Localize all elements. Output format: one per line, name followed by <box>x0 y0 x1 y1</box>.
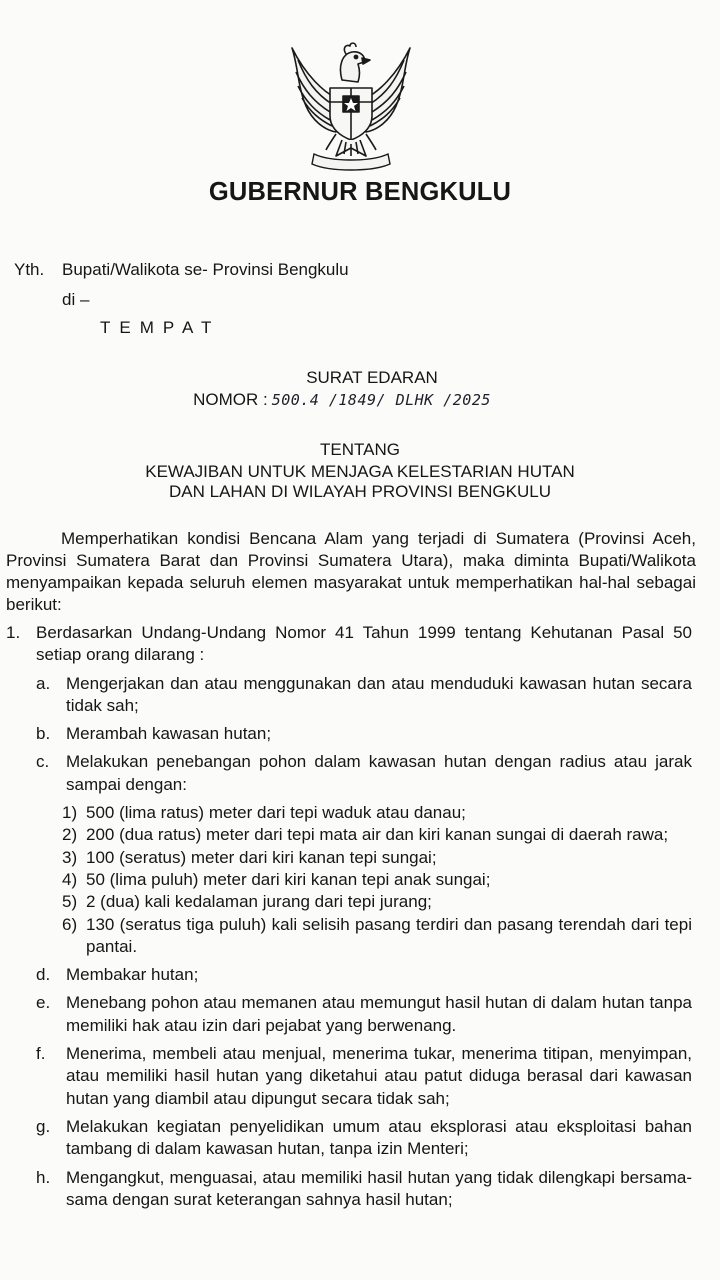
point-marker: 1. <box>6 623 21 642</box>
sub-item-text: 50 (lima puluh) meter dari kiri kanan tepi anak sungai; <box>86 869 491 889</box>
sub-item-marker: 6) <box>62 914 78 934</box>
list-item-a <box>6 673 692 718</box>
recipient-name: Bupati/Walikota se- Provinsi Bengkulu <box>62 260 349 279</box>
item-text: Mengangkut, menguasai, atau memiliki hasil hutan yang tidak dilengkapi bersama-sama dengan surat keterangan sahnya hasil hutan; <box>66 1167 692 1209</box>
sub-item-3 <box>6 847 692 869</box>
sub-item-marker: 3) <box>62 847 78 867</box>
regulation-list <box>6 622 692 1211</box>
document-title: GUBERNUR BENGKULU <box>208 178 512 206</box>
item-marker: g. <box>36 1116 51 1136</box>
letter-type: SURAT EDARAN <box>306 368 438 387</box>
item-text: Menebang pohon atau memanen atau memungut hasil hutan di dalam hutan tanpa memiliki hak atau izin dari pejabat yang berwenang. <box>66 993 692 1035</box>
tentang-heading: TENTANG <box>320 440 400 459</box>
item-text: Membakar hutan; <box>66 965 199 985</box>
item-text: Merambah kawasan hutan; <box>66 724 272 744</box>
item-marker: f. <box>36 1044 46 1064</box>
garuda-emblem-icon <box>276 36 426 174</box>
sub-item-1 <box>6 802 692 824</box>
recipient-line <box>14 260 349 280</box>
sub-item-marker: 2) <box>62 825 78 845</box>
item-text: Mengerjakan dan atau menggunakan dan atau menduduki kawasan hutan secara tidak sah; <box>66 673 692 715</box>
item-marker: h. <box>36 1167 51 1187</box>
intro-paragraph <box>6 528 696 616</box>
item-text: Menerima, membeli atau menjual, menerima tukar, menerima titipan, menyimpan, atau memiliki hasil hutan yang diketahui atau patut diduga berasal dari kawasan hutan yang diambil atau dipungut secara tidak sah; <box>66 1044 692 1108</box>
item-marker: a. <box>36 673 51 693</box>
point-1 <box>6 622 692 667</box>
list-item-b <box>6 723 692 745</box>
subject-line-2: DAN LAHAN DI WILAYAH PROVINSI BENGKULU <box>169 482 551 501</box>
recipient-label: Yth. <box>14 260 45 279</box>
sub-item-text: 100 (seratus) meter dari kiri kanan tepi sungai; <box>86 847 437 867</box>
item-marker: b. <box>36 724 51 744</box>
item-text: Melakukan kegiatan penyelidikan umum atau eksplorasi atau eksploitasi bahan tambang di dalam kawasan hutan, tanpa izin Menteri; <box>66 1116 692 1159</box>
sub-item-2 <box>6 824 692 846</box>
di-line: di – <box>62 290 90 309</box>
sub-item-marker: 4) <box>62 869 78 889</box>
intro-text: Memperhatikan kondisi Bencana Alam yang terjadi di Sumatera (Provinsi Aceh, Provinsi Sumatera Barat dan Provinsi Sumatera Utara), maka diminta Bupati/Walikota menyampaikan kepada seluruh elemen masyarakat untuk memperhatikan hal-hal sebagai berikut: <box>6 529 696 614</box>
point-text: Berdasarkan Undang-Undang Nomor 41 Tahun 1999 tentang Kehutanan Pasal 50 setiap orang dilarang : <box>36 623 692 665</box>
sub-item-5 <box>6 891 692 913</box>
nomor-handwritten-value: 500.4 /1849/ DLHK /2025 <box>271 391 491 409</box>
list-item-f <box>6 1043 692 1110</box>
sub-item-text: 500 (lima ratus) meter dari tepi waduk atau danau; <box>86 803 466 823</box>
list-item-c <box>6 751 692 796</box>
tempat-line: TEMPAT <box>100 318 221 337</box>
sub-item-text: 2 (dua) kali kedalaman jurang dari tepi jurang; <box>86 892 432 912</box>
item-marker: c. <box>36 752 50 772</box>
sub-item-6 <box>6 914 692 959</box>
sub-item-4 <box>6 869 692 891</box>
list-item-e <box>6 992 692 1037</box>
list-item-h <box>6 1167 692 1212</box>
subject-line-1: KEWAJIBAN UNTUK MENJAGA KELESTARIAN HUTAN <box>145 462 575 481</box>
item-text: Melakukan penebangan pohon dalam kawasan hutan dengan radius atau jarak sampai dengan: <box>66 752 692 794</box>
nomor-label: NOMOR : <box>193 390 268 409</box>
item-marker: e. <box>36 993 51 1013</box>
sub-item-text: 200 (dua ratus) meter dari tepi mata air dan kiri kanan sungai di daerah rawa; <box>86 825 669 845</box>
sub-item-marker: 5) <box>62 892 78 912</box>
list-item-d <box>6 964 692 986</box>
list-item-g <box>6 1116 692 1161</box>
item-marker: d. <box>36 965 51 985</box>
sub-item-text: 130 (seratus tiga puluh) kali selisih pasang terdiri dan pasang terendah dari tepi pantai. <box>86 914 692 956</box>
letter-number <box>0 390 702 410</box>
sub-item-marker: 1) <box>62 803 78 823</box>
